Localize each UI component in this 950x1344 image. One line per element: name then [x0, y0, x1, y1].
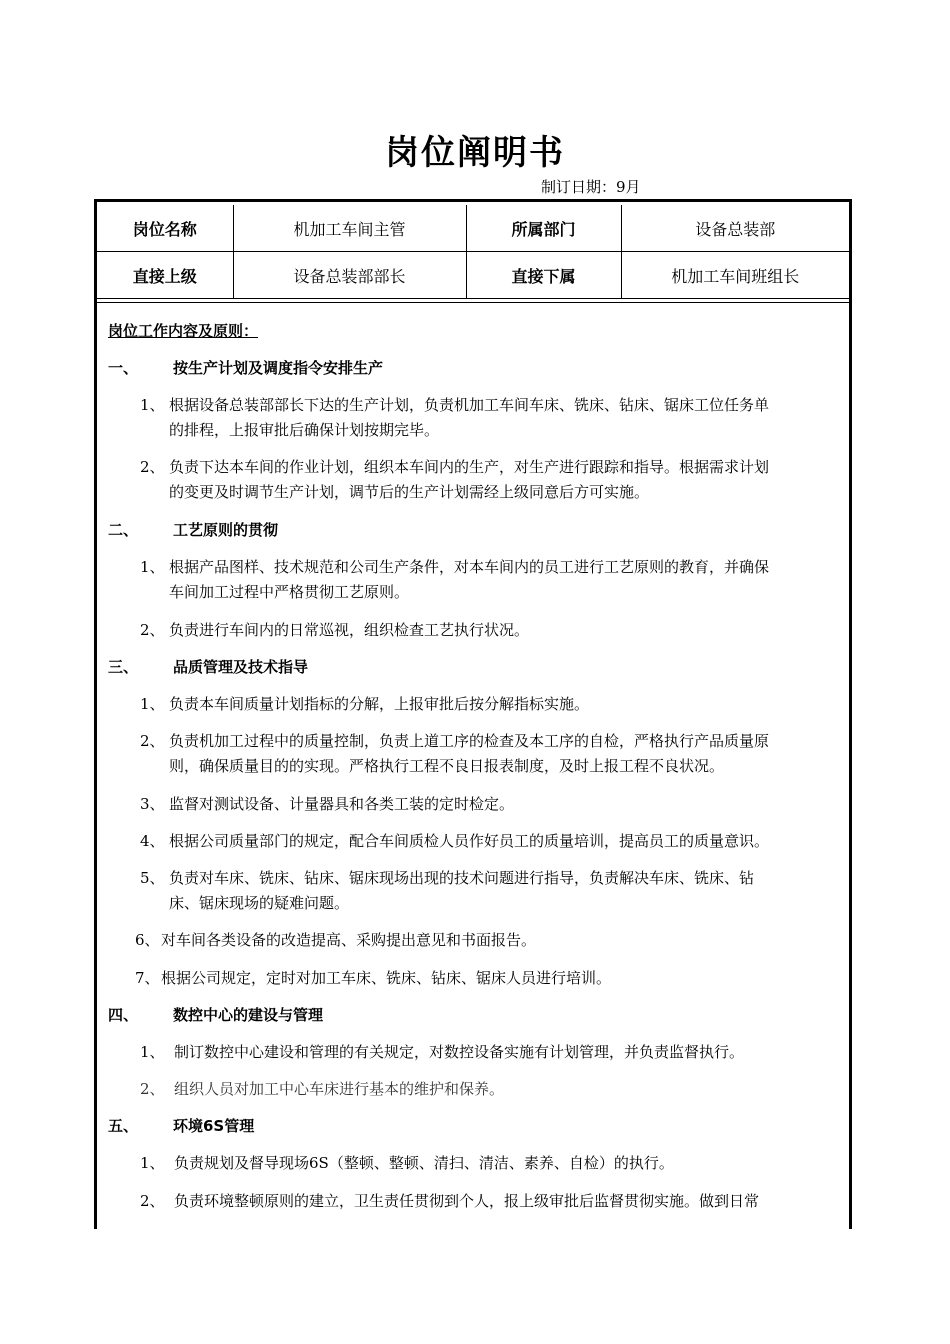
section-title: 品质管理及技术指导: [173, 658, 309, 676]
section-number: 四、: [108, 1006, 139, 1024]
section-number: 一、: [108, 359, 139, 377]
item-text: 床、锯床现场的疑难问题。: [169, 894, 350, 912]
item-text: 根据公司规定，定时对加工车床、铣床、钻床、锯床人员进行培训。: [161, 969, 612, 987]
revision-date: 制订日期：9月: [541, 178, 641, 196]
superior-value: 设备总装部部长: [233, 252, 466, 299]
dept-value: 设备总装部: [621, 205, 849, 252]
item-number: 4、: [140, 832, 165, 850]
section-title: 数控中心的建设与管理: [173, 1006, 324, 1024]
item-number: 1、: [140, 1154, 165, 1172]
item-text: 负责下达本车间的作业计划，组织本车间内的生产，对生产进行跟踪和指导。根据需求计划: [169, 458, 770, 476]
page-title: 岗位阐明书: [385, 133, 565, 173]
section-title: 工艺原则的贯彻: [173, 521, 279, 539]
section-title: 环境6S管理: [173, 1117, 255, 1135]
item-text: 组织人员对加工中心车床进行基本的维护和保养。: [174, 1080, 505, 1098]
item-text: 负责进行车间内的日常巡视，组织检查工艺执行状况。: [169, 621, 530, 639]
section-title: 按生产计划及调度指令安排生产: [173, 359, 384, 377]
item-number: 2、: [140, 458, 165, 476]
section-number: 二、: [108, 521, 139, 539]
item-text: 负责本车间质量计划指标的分解，上报审批后按分解指标实施。: [169, 695, 590, 713]
superior-label: 直接上级: [97, 252, 233, 299]
item-text: 根据产品图样、技术规范和公司生产条件，对本车间内的员工进行工艺原则的教育，并确保: [169, 558, 770, 576]
item-number: 5、: [140, 869, 165, 887]
item-number: 2、: [140, 621, 165, 639]
item-number: 1、: [140, 558, 165, 576]
item-text: 车间加工过程中严格贯彻工艺原则。: [169, 583, 410, 601]
item-text: 制订数控中心建设和管理的有关规定，对数控设备实施有计划管理，并负责监督执行。: [174, 1043, 745, 1061]
item-text: 负责环境整顿原则的建立，卫生责任贯彻到个人，报上级审批后监督贯彻实施。做到日常: [174, 1192, 760, 1210]
dept-label: 所属部门: [466, 205, 621, 252]
item-number: 1、: [140, 695, 165, 713]
item-number: 6、: [135, 931, 160, 949]
item-number: 1、: [140, 396, 165, 414]
subordinate-label: 直接下属: [466, 252, 621, 299]
item-text: 根据设备总装部部长下达的生产计划，负责机加工车间车床、铣床、钻床、锯床工位任务单: [169, 396, 770, 414]
item-number: 2、: [140, 1192, 165, 1210]
job-description-frame: [94, 199, 852, 1229]
item-text: 的排程，上报审批后确保计划按期完毕。: [169, 421, 440, 439]
subordinate-value: 机加工车间班组长: [621, 252, 849, 299]
item-text: 负责对车床、铣床、钻床、锯床现场出现的技术问题进行指导，负责解决车床、铣床、钻: [169, 869, 755, 887]
info-row: [97, 252, 849, 299]
item-text: 根据公司质量部门的规定，配合车间质检人员作好员工的质量培训，提高员工的质量意识。: [169, 832, 770, 850]
duties-content: [97, 302, 849, 1229]
info-row: [97, 205, 849, 252]
item-text: 监督对测试设备、计量器具和各类工装的定时检定。: [169, 795, 515, 813]
position-value: 机加工车间主管: [233, 205, 466, 252]
item-text: 负责规划及督导现场6S（整顿、整顿、清扫、清洁、素养、自检）的执行。: [174, 1154, 674, 1172]
position-label: 岗位名称: [97, 205, 233, 252]
section-number: 五、: [108, 1117, 139, 1135]
item-text: 对车间各类设备的改造提高、采购提出意见和书面报告。: [161, 931, 537, 949]
item-number: 2、: [140, 1080, 165, 1098]
item-text: 负责机加工过程中的质量控制，负责上道工序的检查及本工序的自检，严格执行产品质量原: [169, 732, 770, 750]
section-number: 三、: [108, 658, 139, 676]
item-number: 1、: [140, 1043, 165, 1061]
item-text: 的变更及时调节生产计划，调节后的生产计划需经上级同意后方可实施。: [169, 483, 650, 501]
item-number: 3、: [140, 795, 165, 813]
item-text: 则，确保质量目的的实现。严格执行工程不良日报表制度，及时上报工程不良状况。: [169, 757, 725, 775]
item-number: 7、: [135, 969, 160, 987]
info-table: [97, 205, 849, 299]
item-number: 2、: [140, 732, 165, 750]
content-heading: 岗位工作内容及原则：: [108, 322, 259, 340]
